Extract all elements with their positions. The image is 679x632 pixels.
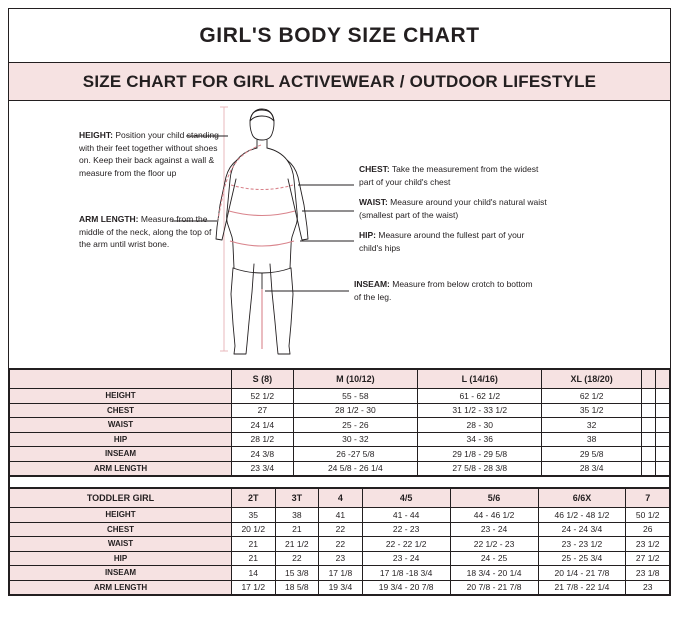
toddler-row-2-cell-6: 23 1/2: [626, 537, 670, 552]
toddler-row-0-cell-3: 41 - 44: [362, 508, 450, 523]
girls-row-3-cell-0: 28 1/2: [232, 432, 294, 447]
girls-row-5-cell-2: 27 5/8 - 28 3/8: [418, 461, 542, 476]
girls-row-3-cell-5: [655, 432, 669, 447]
note-height-label: HEIGHT:: [79, 130, 113, 140]
page-subtitle: SIZE CHART FOR GIRL ACTIVEWEAR / OUTDOOR LIFESTYLE: [82, 71, 597, 91]
girls-header-cell-6: [655, 370, 669, 389]
toddler-row-1-cell-5: 24 - 24 3/4: [538, 522, 626, 537]
toddler-row-3-cell-4: 24 - 25: [450, 551, 538, 566]
title-bar: [9, 9, 670, 63]
note-inseam-text: Measure from below crotch to bottom of the leg.: [354, 279, 533, 302]
table-row: [10, 537, 670, 552]
table-row: [10, 508, 670, 523]
subtitle-bar: [9, 63, 670, 101]
toddler-header-cell-7: 7: [626, 489, 670, 508]
toddler-row-4-cell-1: 15 3/8: [275, 566, 319, 581]
note-arm-length-text: Measure from the middle of the neck, along the top of the arm until wrist bone.: [79, 214, 212, 249]
toddler-row-3-cell-3: 23 - 24: [362, 551, 450, 566]
girls-header-cell-2: M (10/12): [293, 370, 417, 389]
toddler-row-4-cell-4: 18 3/4 - 20 1/4: [450, 566, 538, 581]
note-arm-length: [79, 213, 219, 251]
toddler-row-2-cell-1: 21 1/2: [275, 537, 319, 552]
toddler-header-cell-5: 5/6: [450, 489, 538, 508]
girls-row-0-cell-2: 61 - 62 1/2: [418, 389, 542, 404]
toddler-row-1-cell-3: 22 - 23: [362, 522, 450, 537]
page-title: GIRL'S BODY SIZE CHART: [199, 23, 480, 47]
girls-row-2-cell-5: [655, 418, 669, 433]
table-row: [10, 461, 670, 476]
toddler-row-2-label: WAIST: [10, 537, 232, 552]
girls-row-3-cell-4: [641, 432, 655, 447]
toddler-row-1-cell-4: 23 - 24: [450, 522, 538, 537]
table-row: [10, 418, 670, 433]
girls-row-0-cell-1: 55 - 58: [293, 389, 417, 404]
girls-row-0-cell-3: 62 1/2: [542, 389, 641, 404]
toddler-header-cell-6: 6/6X: [538, 489, 626, 508]
girls-row-0-cell-0: 52 1/2: [232, 389, 294, 404]
toddler-row-1-cell-6: 26: [626, 522, 670, 537]
toddler-header-cell-0: TODDLER GIRL: [10, 489, 232, 508]
toddler-row-3-cell-6: 27 1/2: [626, 551, 670, 566]
note-inseam-label: INSEAM:: [354, 279, 390, 289]
girls-row-4-cell-1: 26 -27 5/8: [293, 447, 417, 462]
toddler-row-5-cell-3: 19 3/4 - 20 7/8: [362, 580, 450, 595]
note-height-text: Position your child standing with their feet together without shoes on. Keep their back against a wall & measure from the floor up: [79, 130, 219, 178]
girls-row-2-cell-4: [641, 418, 655, 433]
table-row: [10, 389, 670, 404]
table-row: [10, 580, 670, 595]
toddler-row-5-cell-1: 18 5/8: [275, 580, 319, 595]
toddler-row-0-cell-5: 46 1/2 - 48 1/2: [538, 508, 626, 523]
toddler-size-table-header-row: [10, 489, 670, 508]
girls-row-1-cell-5: [655, 403, 669, 418]
girls-row-5-cell-5: [655, 461, 669, 476]
toddler-row-1-cell-0: 20 1/2: [232, 522, 276, 537]
toddler-row-3-cell-5: 25 - 25 3/4: [538, 551, 626, 566]
note-arm-length-label: ARM LENGTH:: [79, 214, 139, 224]
note-hip-text: Measure around the fullest part of your child's hips: [359, 230, 525, 253]
girls-row-2-cell-2: 28 - 30: [418, 418, 542, 433]
table-row: [10, 447, 670, 462]
note-waist: [359, 196, 554, 221]
toddler-row-4-label: INSEAM: [10, 566, 232, 581]
girls-row-4-cell-2: 29 1/8 - 29 5/8: [418, 447, 542, 462]
toddler-row-1-label: CHEST: [10, 522, 232, 537]
girls-row-3-label: HIP: [10, 432, 232, 447]
girls-row-5-cell-4: [641, 461, 655, 476]
girls-header-cell-5: [641, 370, 655, 389]
note-hip-label: HIP:: [359, 230, 376, 240]
girls-row-3-cell-2: 34 - 36: [418, 432, 542, 447]
girls-row-4-cell-5: [655, 447, 669, 462]
toddler-row-5-cell-6: 23: [626, 580, 670, 595]
girls-row-0-cell-4: [641, 389, 655, 404]
toddler-header-cell-3: 4: [319, 489, 363, 508]
toddler-row-5-cell-4: 20 7/8 - 21 7/8: [450, 580, 538, 595]
toddler-row-3-cell-2: 23: [319, 551, 363, 566]
toddler-row-4-cell-5: 20 1/4 - 21 7/8: [538, 566, 626, 581]
girls-row-5-cell-0: 23 3/4: [232, 461, 294, 476]
girls-row-0-label: HEIGHT: [10, 389, 232, 404]
girls-row-5-cell-3: 28 3/4: [542, 461, 641, 476]
girls-size-table: [9, 369, 670, 476]
toddler-row-0-cell-1: 38: [275, 508, 319, 523]
girls-row-2-cell-3: 32: [542, 418, 641, 433]
girls-row-4-label: INSEAM: [10, 447, 232, 462]
table-row: [10, 432, 670, 447]
toddler-row-4-cell-3: 17 1/8 -18 3/4: [362, 566, 450, 581]
toddler-row-2-cell-0: 21: [232, 537, 276, 552]
girls-row-2-label: WAIST: [10, 418, 232, 433]
girls-row-5-cell-1: 24 5/8 - 26 1/4: [293, 461, 417, 476]
girls-size-table-header-row: [10, 370, 670, 389]
girls-row-1-label: CHEST: [10, 403, 232, 418]
separator-cell: [10, 477, 670, 488]
girls-row-1-cell-3: 35 1/2: [542, 403, 641, 418]
toddler-row-0-cell-0: 35: [232, 508, 276, 523]
girls-header-cell-1: S (8): [232, 370, 294, 389]
toddler-row-4-cell-6: 23 1/8: [626, 566, 670, 581]
girls-row-2-cell-0: 24 1/4: [232, 418, 294, 433]
toddler-row-4-cell-2: 17 1/8: [319, 566, 363, 581]
girls-row-1-cell-4: [641, 403, 655, 418]
toddler-row-0-cell-4: 44 - 46 1/2: [450, 508, 538, 523]
chart-frame: [8, 8, 671, 596]
note-inseam: [354, 278, 534, 303]
girls-size-table-body: [10, 370, 670, 476]
girls-row-3-cell-3: 38: [542, 432, 641, 447]
girls-row-0-cell-5: [655, 389, 669, 404]
table-row: [10, 551, 670, 566]
note-chest: [359, 163, 539, 188]
toddler-header-cell-1: 2T: [232, 489, 276, 508]
toddler-row-5-label: ARM LENGTH: [10, 580, 232, 595]
girls-row-4-cell-4: [641, 447, 655, 462]
toddler-row-1-cell-1: 21: [275, 522, 319, 537]
toddler-header-cell-4: 4/5: [362, 489, 450, 508]
girls-row-1-cell-2: 31 1/2 - 33 1/2: [418, 403, 542, 418]
toddler-row-2-cell-5: 23 - 23 1/2: [538, 537, 626, 552]
note-hip: [359, 229, 539, 254]
girls-header-cell-0: [10, 370, 232, 389]
toddler-row-3-cell-0: 21: [232, 551, 276, 566]
table-row: [10, 403, 670, 418]
note-height: [79, 129, 224, 179]
note-chest-text: Take the measurement from the widest part of your child's chest: [359, 164, 539, 187]
note-waist-text: Measure around your child's natural waist (smallest part of the waist): [359, 197, 547, 220]
toddler-row-5-cell-2: 19 3/4: [319, 580, 363, 595]
toddler-row-2-cell-3: 22 - 22 1/2: [362, 537, 450, 552]
toddler-row-3-cell-1: 22: [275, 551, 319, 566]
toddler-row-5-cell-0: 17 1/2: [232, 580, 276, 595]
toddler-size-table: [9, 488, 670, 595]
girls-row-4-cell-3: 29 5/8: [542, 447, 641, 462]
table-row: [10, 522, 670, 537]
toddler-size-table-body: [10, 489, 670, 595]
girls-row-3-cell-1: 30 - 32: [293, 432, 417, 447]
toddler-row-0-label: HEIGHT: [10, 508, 232, 523]
toddler-row-3-label: HIP: [10, 551, 232, 566]
note-waist-label: WAIST:: [359, 197, 388, 207]
toddler-row-2-cell-4: 22 1/2 - 23: [450, 537, 538, 552]
girls-row-1-cell-0: 27: [232, 403, 294, 418]
toddler-row-2-cell-2: 22: [319, 537, 363, 552]
toddler-row-0-cell-2: 41: [319, 508, 363, 523]
toddler-row-5-cell-5: 21 7/8 - 22 1/4: [538, 580, 626, 595]
toddler-row-0-cell-6: 50 1/2: [626, 508, 670, 523]
table-separator: [9, 476, 670, 488]
toddler-row-1-cell-2: 22: [319, 522, 363, 537]
measurement-diagram: [9, 101, 670, 369]
toddler-row-4-cell-0: 14: [232, 566, 276, 581]
girls-header-cell-3: L (14/16): [418, 370, 542, 389]
note-chest-label: CHEST:: [359, 164, 390, 174]
girls-header-cell-4: XL (18/20): [542, 370, 641, 389]
table-row: [10, 566, 670, 581]
girls-row-2-cell-1: 25 - 26: [293, 418, 417, 433]
girls-row-5-label: ARM LENGTH: [10, 461, 232, 476]
girls-row-1-cell-1: 28 1/2 - 30: [293, 403, 417, 418]
toddler-header-cell-2: 3T: [275, 489, 319, 508]
girls-row-4-cell-0: 24 3/8: [232, 447, 294, 462]
